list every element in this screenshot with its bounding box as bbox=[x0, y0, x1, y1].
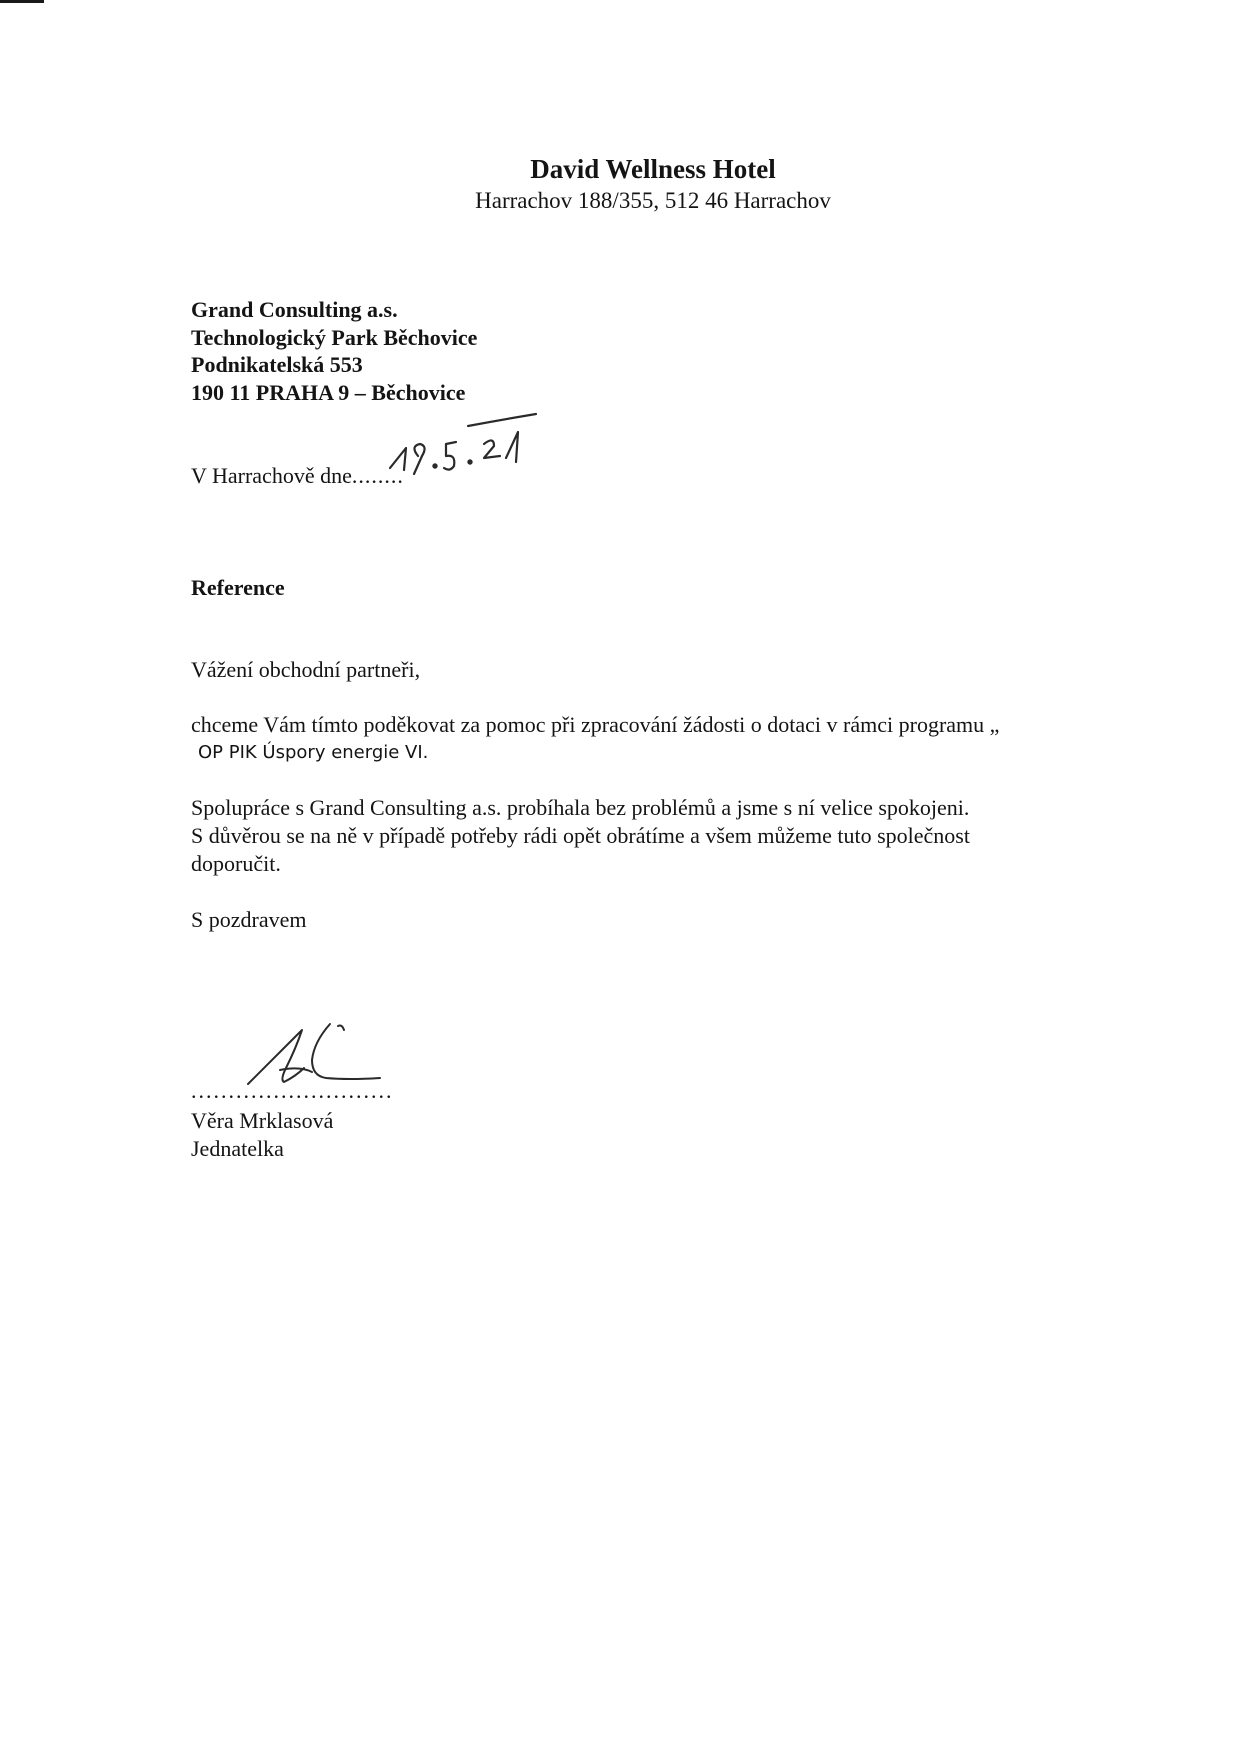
date-digit-5 bbox=[444, 442, 456, 470]
recipient-line: 190 11 PRAHA 9 – Běchovice bbox=[191, 379, 466, 405]
scan-edge-mark bbox=[0, 0, 44, 3]
recipient-line: Podnikatelská 553 bbox=[191, 352, 363, 377]
signature-dots: ........................... bbox=[191, 1078, 394, 1103]
date-line bbox=[191, 462, 404, 490]
paragraph-2-line: S důvěrou se na ně v případě potřeby rádi opět obrátíme a všem můžeme tuto společnost bbox=[191, 823, 970, 848]
recipient-address bbox=[191, 296, 477, 406]
program-name: OP PIK Úspory energie VI. bbox=[198, 742, 429, 763]
recipient-line: Grand Consulting a.s. bbox=[191, 297, 398, 322]
signer-block bbox=[191, 1107, 333, 1163]
paragraph-1: chceme Vám tímto poděkovat za pomoc při zpracování žádosti o dotaci v rámci programu „ bbox=[191, 712, 1000, 737]
date-overline bbox=[468, 414, 536, 426]
date-dot bbox=[433, 464, 436, 467]
date-digit-9 bbox=[414, 444, 425, 474]
date-digit-1b bbox=[506, 432, 518, 462]
hotel-address: Harrachov 188/355, 512 46 Harrachov bbox=[475, 188, 831, 213]
salutation: Vážení obchodní partneři, bbox=[191, 657, 421, 682]
paragraph-2-line: Spolupráce s Grand Consulting a.s. probíhala bez problémů a jsme s ní velice spokojeni. bbox=[191, 795, 970, 820]
paragraph-2 bbox=[191, 794, 1091, 878]
closing: S pozdravem bbox=[191, 907, 307, 932]
paragraph-2-line: doporučit. bbox=[191, 851, 281, 876]
date-dot bbox=[468, 460, 471, 463]
hotel-name: David Wellness Hotel bbox=[530, 154, 776, 184]
handwritten-date bbox=[380, 410, 560, 490]
date-dots: ........ bbox=[351, 463, 404, 488]
signer-name: Věra Mrklasová bbox=[191, 1108, 334, 1133]
date-digit-1 bbox=[390, 448, 406, 470]
recipient-line: Technologický Park Běchovice bbox=[191, 324, 478, 350]
date-digit-2 bbox=[484, 440, 500, 458]
letterhead bbox=[0, 152, 1240, 216]
letter-subject: Reference bbox=[191, 575, 285, 600]
date-label: V Harrachově dne bbox=[191, 463, 352, 488]
signer-title: Jednatelka bbox=[191, 1136, 284, 1161]
